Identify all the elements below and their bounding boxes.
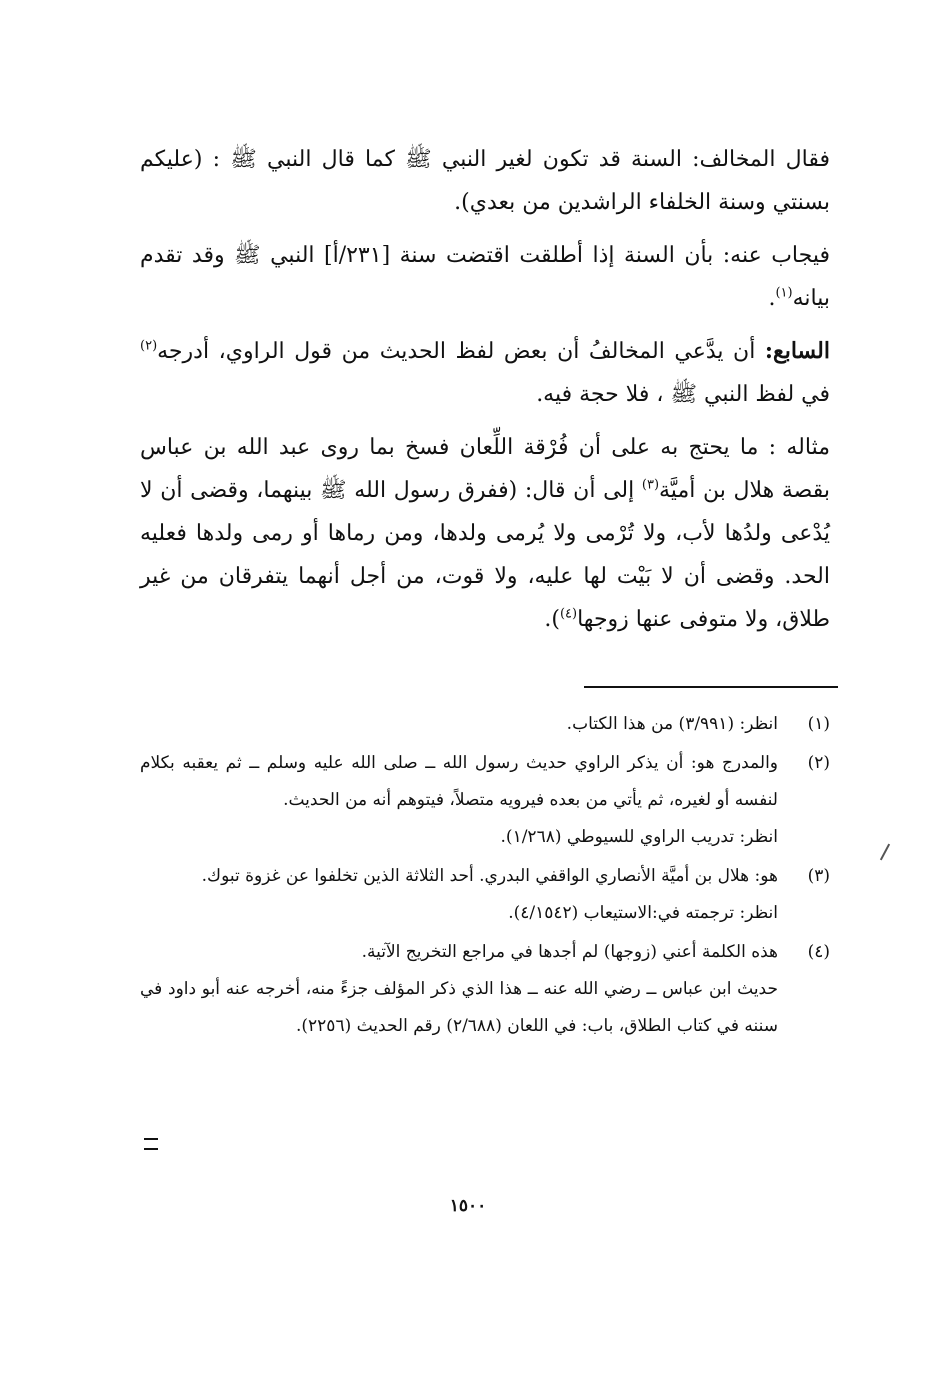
footnote-body xyxy=(140,706,778,743)
footnote-number: (٤) xyxy=(807,942,830,962)
paragraph-example-end: ). xyxy=(544,607,560,632)
footnote-ref-3[interactable]: (٣) xyxy=(641,477,660,493)
footnote-number: (٢) xyxy=(807,753,830,773)
paragraph-example xyxy=(140,426,830,641)
paragraph-objection-text: فقال المخالف: السنة قد تكون لغير النبي ﷺ كما قال النبي ﷺ : (عليكم بسنتي وسنة الخلفاء الراشدين من بعدي). xyxy=(140,147,830,215)
paragraph-reply xyxy=(140,234,830,320)
page-number: ١٥٠٠ xyxy=(449,1196,487,1216)
paragraph-example-text-b: إلى أن قال: (ففرق رسول الله ﷺ بينهما، وقضى أن لا يُدْعى ولدُها لأب، ولا تُرْمى ولا يُرمى ولدها، ومن رماها أو رمى ولدها فعليه الحد. وقضى أن لا بَيْت لها عليه، ولا قوت، من أجل أنهما يتفرقان من غير طلاق، ولا متوفى عنها زوجها xyxy=(140,478,830,632)
footnote-line: انظر: (٣/٩٩١) من هذا الكتاب. xyxy=(566,714,778,734)
paragraph-reply-text: فيجاب عنه: بأن السنة إذا أطلقت اقتضت سنة [٢٣١/أ] النبي ﷺ وقد تقدم بيانه xyxy=(140,243,830,311)
paragraph-example-text-a: مثاله : ما يحتج به على أن فُرْقة اللِّعان فسخ بما روى عبد الله بن عباس بقصة هلال بن أميَّة xyxy=(140,435,830,503)
footnotes xyxy=(140,706,830,1047)
footnote-line: انظر: تدريب الراوي للسيوطي (١/٢٦٨). xyxy=(500,827,778,847)
paragraph-reply-end: . xyxy=(768,286,776,311)
paragraph-objection xyxy=(140,138,830,224)
section-heading-seventh: السابع: xyxy=(764,338,830,364)
footnote-line: انظر: ترجمته في:الاستيعاب (٤/١٥٤٢). xyxy=(508,903,778,923)
footnote-body xyxy=(140,858,778,932)
paragraph-seventh xyxy=(140,330,830,416)
footnote-body xyxy=(140,745,778,856)
footnote-ref-2[interactable]: (٢) xyxy=(140,338,158,354)
footnote-1 xyxy=(140,706,830,743)
footnote-line: حديث ابن عباس ــ رضي الله عنه ــ هذا الذي ذكر المؤلف جزءً منه، أخرجه عنه أبو داود في سننه في كتاب الطلاق، باب: في اللعان (٢/٦٨٨) رقم الحديث (٢٢٥٦). xyxy=(140,979,778,1036)
footnote-line: هذه الكلمة أعني (زوجها) لم أجدها في مراجع التخريج الآتية. xyxy=(361,942,778,962)
footnote-number: (١) xyxy=(807,714,830,734)
footnote-number: (٣) xyxy=(807,866,830,886)
footnote-ref-1[interactable]: (١) xyxy=(775,285,793,301)
footnote-body xyxy=(140,934,778,1045)
paragraph-seventh-text-a: أن يدَّعي المخالفُ أن بعض لفظ الحديث من قول الراوي، أدرجه xyxy=(157,339,765,364)
footnote-2 xyxy=(140,745,830,856)
footnote-line: هو: هلال بن أميَّة الأنصاري الواقفي البدري. أحد الثلاثة الذين تخلفوا عن غزوة تبوك. xyxy=(201,866,778,886)
footnote-3 xyxy=(140,858,830,932)
main-text xyxy=(140,138,830,651)
footnote-4 xyxy=(140,934,830,1045)
footnote-line: والمدرج هو: أن يذكر الراوي حديث رسول الله ــ صلى الله عليه وسلم ــ ثم يعقبه بكلام لنفسه أو لغيره، ثم يأتي من بعده فيرويه متصلاً، فيتوهم أنه من الحديث. xyxy=(140,753,778,810)
footnote-ref-4[interactable]: (٤) xyxy=(559,606,578,622)
footnote-separator xyxy=(584,686,838,688)
margin-mark xyxy=(880,844,890,861)
continuation-mark xyxy=(144,1138,158,1150)
paragraph-seventh-text-b: في لفظ النبي ﷺ ، فلا حجة فيه. xyxy=(536,382,830,407)
